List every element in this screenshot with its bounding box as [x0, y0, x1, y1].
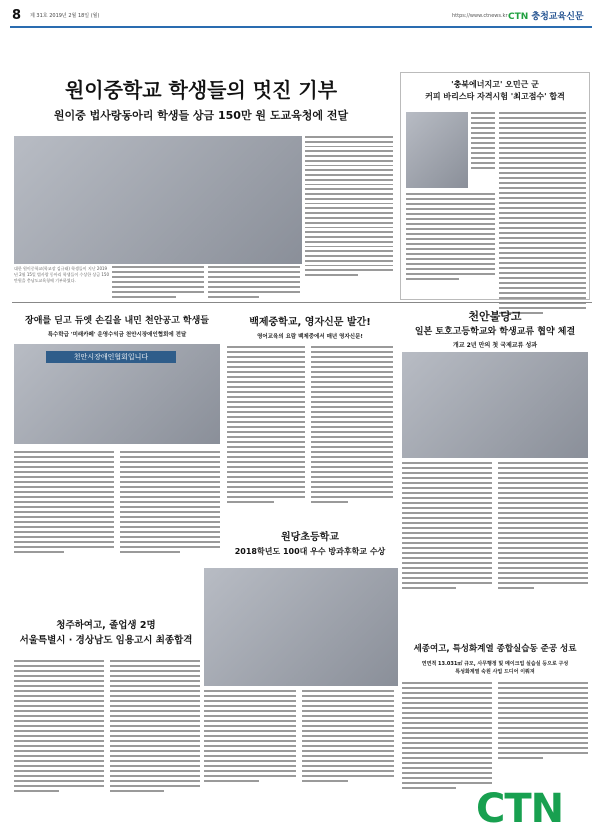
- s5-col2: [302, 690, 394, 782]
- site-url[interactable]: https://www.ctnews.kr: [452, 13, 508, 19]
- s4-subhead: 일본 토호고등학교와 학생교류 협약 체결: [414, 327, 576, 337]
- lead-body-col3: [305, 136, 393, 276]
- s6-col2: [110, 660, 200, 792]
- masthead-logo-name: 충청교육신문: [531, 12, 584, 22]
- s7-headline: 세종여고, 특성화계열 종합실습동 준공 성료: [413, 644, 577, 654]
- s3-headline: 백제중학교, 영자신문 발간!: [249, 317, 371, 328]
- page-number: 8: [12, 8, 22, 23]
- s2-banner: 천안시장애인협회입니다: [46, 351, 176, 363]
- s5-col1: [204, 690, 296, 782]
- masthead-logo: [508, 9, 584, 22]
- s5-photo: [204, 568, 398, 686]
- s4-headline: 천안불당고: [468, 310, 522, 323]
- s3-subhead: 영어교육의 요람 백제중에서 매년 영자신문!: [257, 334, 363, 340]
- lead-headline: 원이중학교 학생들의 멋진 기부: [64, 78, 338, 102]
- s6-headline: 청주하여고, 졸업생 2명 서울특별시 · 경상남도 임용고시 최종합격: [19, 620, 193, 646]
- lead-caption: 대한 원이중학교(학교장 김규태) 학생들이 지난 2019년 2월 15일 법사랑 동아리 학생들이 수상한 상금 150만원을 충남도교육청에 기부하였다.: [14, 266, 109, 283]
- right-top-title: '충북에너지고' 오민근 군 커피 바리스타 자격시험 '최고점수' 합격: [425, 80, 565, 101]
- s4-subhead2: 개교 2년 만의 첫 국제교류 성과: [452, 342, 538, 349]
- s2-col1: [14, 451, 114, 553]
- divider: [12, 302, 592, 303]
- right-top-col1: [406, 193, 495, 280]
- s2-subhead: 특수학급 '미래카페' 운영수익금 천안시장애인협회에 전달: [47, 332, 187, 338]
- s5-headline: 원당초등학교: [281, 532, 339, 543]
- masthead-logo-ctn: CTN: [508, 12, 529, 22]
- s4-col2: [498, 462, 588, 589]
- s7-col1: [402, 682, 492, 789]
- s3-col1: [227, 346, 305, 503]
- footer-ctn-logo: CTN: [476, 786, 564, 832]
- s4-col1: [402, 462, 492, 589]
- s2-headline: 장애를 딛고 듀엣 손길을 내민 천안공고 학생들: [25, 316, 209, 326]
- right-top-col0: [471, 112, 495, 169]
- right-top-col2: [499, 112, 586, 314]
- lead-photo: [14, 136, 302, 264]
- s4-photo: [402, 352, 588, 458]
- student-portrait: [406, 112, 468, 188]
- lead-body-col2: [208, 266, 300, 298]
- issue-info: 제 31호 2019년 2월 18일 (월): [30, 13, 100, 19]
- lead-body-col1: [112, 266, 204, 298]
- s5-subhead: 2018학년도 100대 우수 방과후학교 수상: [234, 547, 386, 556]
- s3-col2: [311, 346, 393, 503]
- s7-col2: [498, 682, 588, 759]
- lead-subhead: 원이중 법사랑동아리 학생들 상금 150만 원 도교육청에 전달: [53, 109, 349, 122]
- s7-subhead: 연면적 13.031㎡ 규모, 사무행정 및 메이크업 실습실 등으로 구성 특성화계열 숙원 사업 드디어 이뤄져: [421, 661, 569, 675]
- s2-col2: [120, 451, 220, 553]
- s6-col1: [14, 660, 104, 792]
